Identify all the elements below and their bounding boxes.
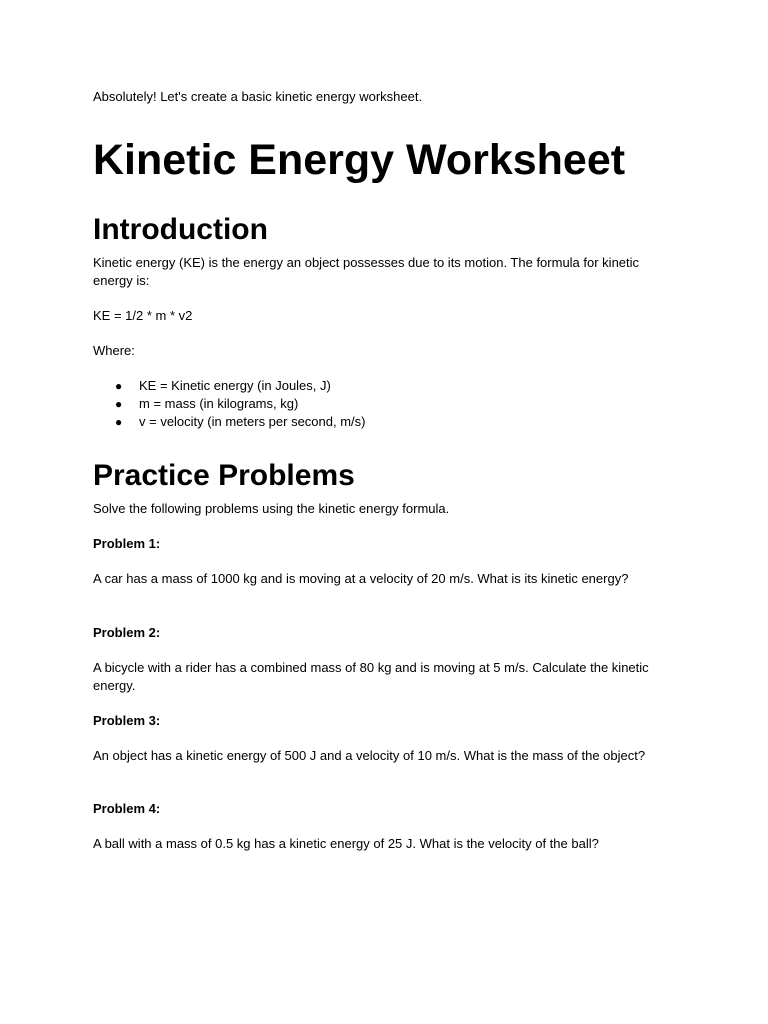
preamble-text: Absolutely! Let's create a basic kinetic energy worksheet. [93, 89, 423, 104]
introduction-heading: Introduction [93, 213, 268, 246]
list-item [93, 395, 366, 413]
practice-instructions: Solve the following problems using the kinetic energy formula. [93, 501, 450, 516]
practice-heading: Practice Problems [93, 459, 355, 492]
bullet-icon: ● [115, 379, 123, 393]
problem-1-label: Problem 1: [93, 536, 161, 551]
list-item [93, 413, 366, 431]
variable-m: m = mass (in kilograms, kg) [139, 396, 299, 411]
formula-text: KE = 1/2 * m * v2 [93, 308, 193, 323]
bullet-icon: ● [115, 415, 123, 429]
where-label: Where: [93, 343, 135, 358]
list-item [93, 377, 366, 395]
problem-3-label: Problem 3: [93, 713, 161, 728]
introduction-paragraph: Kinetic energy (KE) is the energy an object possesses due to its motion. The formula for kinetic energy is: [93, 255, 640, 288]
variable-v: v = velocity (in meters per second, m/s) [139, 414, 366, 429]
problem-1-text: A car has a mass of 1000 kg and is moving at a velocity of 20 m/s. What is its kinetic energy? [93, 571, 629, 586]
variable-list [93, 377, 366, 431]
problem-3-text: An object has a kinetic energy of 500 J and a velocity of 10 m/s. What is the mass of the object? [93, 748, 646, 763]
page-title: Kinetic Energy Worksheet [93, 136, 626, 184]
problem-4-label: Problem 4: [93, 801, 161, 816]
variable-ke: KE = Kinetic energy (in Joules, J) [139, 378, 331, 393]
problem-4-text: A ball with a mass of 0.5 kg has a kinetic energy of 25 J. What is the velocity of the ball? [93, 836, 599, 851]
bullet-icon: ● [115, 397, 123, 411]
problem-2-label: Problem 2: [93, 625, 161, 640]
problem-2-text: A bicycle with a rider has a combined mass of 80 kg and is moving at 5 m/s. Calculate the kinetic energy. [93, 660, 649, 693]
